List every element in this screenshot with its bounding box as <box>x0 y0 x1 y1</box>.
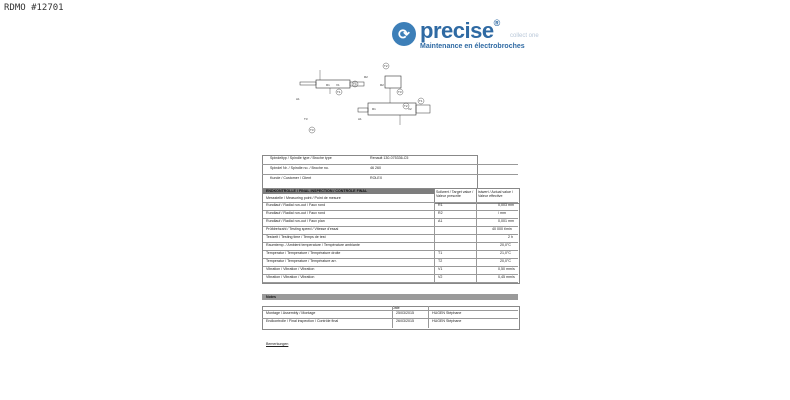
notes-bar <box>262 294 518 300</box>
diagram-label: R2 <box>364 75 368 79</box>
measurement-code: A1 <box>438 219 443 223</box>
measurement-value: 21,0°C <box>500 251 512 255</box>
measurement-code: V1 <box>438 267 443 271</box>
signoff-row <box>262 318 518 326</box>
signoff-divider <box>428 306 429 328</box>
diagram-label: R1 <box>326 83 330 87</box>
measurement-value: 2 h <box>508 235 513 239</box>
diagram-label: V1 <box>336 83 340 87</box>
logo-swirl-icon: ⟳ <box>392 22 416 46</box>
inspection-form <box>262 150 518 352</box>
spindle-measurement-diagram <box>290 58 450 138</box>
diagram-label: T1 <box>337 90 341 94</box>
diagram-label: T4 <box>353 82 357 86</box>
diagram-label: T3 <box>304 117 308 121</box>
measurement-code: R1 <box>438 203 443 207</box>
measurement-label: Rundlauf / Radial run-out / Faux rond <box>266 211 326 215</box>
diagram-label: T2 <box>404 104 408 108</box>
date-label: Date <box>392 306 400 310</box>
measurement-label: Rundlauf / Radial run-out / Faux rond <box>266 203 326 207</box>
header-field-label: Spindel Nr. / Spindle no. / Broche no. <box>270 166 329 170</box>
header-field-label: Kunde / Customer / Client <box>270 176 312 180</box>
measurement-value: 0,001 mm <box>498 219 514 223</box>
measurement-label: Vibration / Vibration / Vibration <box>266 275 315 279</box>
measurement-value: / mm <box>498 211 506 215</box>
footer-label: Bemerkungen <box>266 342 289 346</box>
notes-label: Notes <box>266 295 276 299</box>
header-field-row <box>262 155 518 165</box>
measurement-value: 20,0°C <box>500 243 512 247</box>
diagram-label: R1 <box>372 107 376 111</box>
measure-column-header: Messstelle / Measuring point / Point de mesure <box>262 196 518 203</box>
document-id: RDMO #12701 <box>4 3 64 13</box>
logo-tagline: Maintenance en électrobroches <box>420 43 525 50</box>
signoff-date: 26/03/2015 <box>396 319 414 323</box>
diagram-label: V2 <box>408 107 412 111</box>
precise-logo <box>392 18 552 62</box>
measurement-label: Temperatur / Temperature / Température droite <box>266 251 341 255</box>
diagram-label: T1 <box>419 99 423 103</box>
header-field-row <box>262 175 518 184</box>
measurement-code: V2 <box>438 275 443 279</box>
diagram-label: T2 <box>384 64 388 68</box>
measurement-value: 0,003 mm <box>498 203 514 207</box>
measurement-label: Vibration / Vibration / Vibration <box>266 267 315 271</box>
diagram-label: T3 <box>310 128 314 132</box>
logo-faint-text: collect one <box>510 33 539 39</box>
measurement-label: Raumtemp. / Ambient temperature / Température ambiante <box>266 243 360 247</box>
signoff-divider <box>392 306 393 328</box>
header-field-label: Spindeltyp / Spindle type / Broche type <box>270 156 332 160</box>
measurement-value: 20,0°C <box>500 259 512 263</box>
measurement-label: Testzeit / Testing time / Temps de test <box>266 235 326 239</box>
header-field-value: 46 260 <box>370 166 381 170</box>
target-column-header: Sollwert / Target value / Valeur prescrite <box>434 188 478 204</box>
diagram-label: R2 <box>380 83 384 87</box>
measurement-label: Rundlauf / Radial run-out / Faux plan <box>266 219 325 223</box>
section-title: ENDKONTROLLE / FINAL INSPECTION / CONTRÔLE FINAL <box>266 189 368 193</box>
measurements-border <box>262 188 520 284</box>
signoff-name: HUGEN Stéphane <box>432 319 462 323</box>
signoff-name: HUGEN Stéphane <box>432 311 462 315</box>
header-field-value: Renault 130-075336-C5 <box>370 156 409 160</box>
header-field-row <box>262 165 518 175</box>
header-field-value: ROLEX <box>370 176 383 180</box>
measurement-code: T2 <box>438 259 443 263</box>
signoff-date: 25/03/2015 <box>396 311 414 315</box>
diagram-label: T3 <box>398 90 402 94</box>
diagram-label: A1 <box>358 117 362 121</box>
measurement-value: 40 000 t/min <box>492 227 512 231</box>
measurement-code: R2 <box>438 211 443 215</box>
measurement-value: 0,50 mm/s <box>498 267 515 271</box>
measurement-value: 0,45 mm/s <box>498 275 515 279</box>
logo-brand-name: precise® <box>420 18 500 43</box>
measurement-label: Temperatur / Temperature / Température arr. <box>266 259 337 263</box>
actual-column-header: Istwert / Actual value / Valeur effective <box>476 188 520 204</box>
measurement-label: Prüfdrehzahl / Testing speed / Vitesse d'essai <box>266 227 339 231</box>
signoff-label: Montage / Assembly / Montage <box>266 311 316 315</box>
signoff-label: Endkontrolle / Final inspection / Contrôle final <box>266 319 339 323</box>
diagram-label: A1 <box>296 97 300 101</box>
measurement-code: T1 <box>438 251 443 255</box>
